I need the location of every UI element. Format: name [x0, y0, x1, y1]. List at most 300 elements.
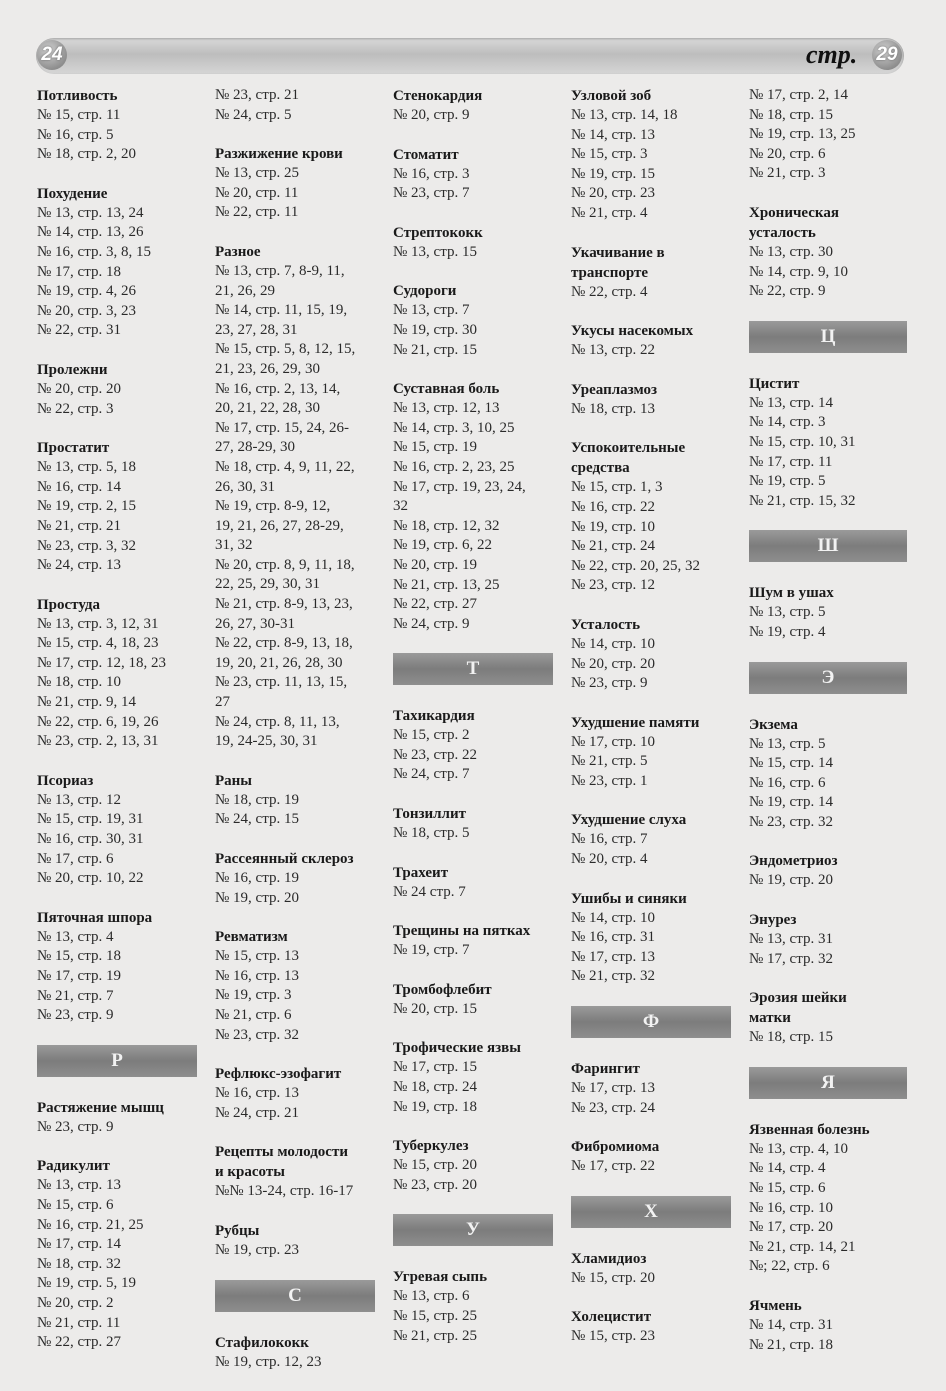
issue-page-reference: № 23, стр. 1 — [571, 772, 648, 789]
issue-page-reference: № 13, стр. 13 — [37, 1177, 121, 1194]
index-entry — [37, 360, 197, 419]
issue-page-reference: № 19, стр. 5 — [749, 473, 826, 490]
issue-page-reference: № 24, стр. 5 — [215, 106, 292, 123]
issue-page-reference: № 14, стр. 13 — [571, 126, 655, 143]
issue-page-reference: № 19, стр. 8-9, 12, — [215, 498, 331, 515]
index-entry — [749, 910, 907, 969]
entry-title: Потливость — [37, 88, 118, 104]
index-entry — [37, 908, 197, 1026]
index-entry — [215, 1064, 375, 1123]
issue-page-reference: № 13, стр. 13, 24 — [37, 204, 144, 221]
entry-title: Разное — [215, 243, 261, 260]
issue-page-reference: № 19, стр. 15 — [571, 165, 655, 182]
issue-page-reference: № 20, стр. 8, 9, 11, 18, — [215, 556, 355, 573]
index-entry — [571, 810, 731, 869]
entry-title: Похудение — [37, 185, 108, 202]
index-entry — [393, 379, 553, 634]
entry-title: Радикулит — [37, 1158, 110, 1175]
issue-page-reference: № 24, стр. 15 — [215, 811, 299, 828]
issue-page-reference: № 14, стр. 3 — [749, 414, 826, 431]
index-entry — [393, 1136, 553, 1195]
issue-page-reference: № 18, стр. 24 — [393, 1079, 477, 1096]
index-entry — [393, 223, 553, 263]
issue-page-reference: № 16, стр. 13 — [215, 1085, 299, 1102]
issue-page-reference: № 20, стр. 20 — [37, 380, 121, 397]
index-entry — [749, 851, 907, 891]
issue-page-reference: № 22, стр. 4 — [571, 283, 648, 300]
entry-title: Эндометриоз — [749, 853, 838, 870]
issue-page-reference: № 15, стр. 19, 31 — [37, 811, 144, 828]
issue-page-reference: № 16, стр. 30, 31 — [37, 831, 144, 848]
issue-page-reference: № 19, стр. 12, 23 — [215, 1353, 322, 1370]
index-entry — [393, 281, 553, 360]
issue-page-reference: № 20, стр. 23 — [571, 185, 655, 202]
issue-page-reference: № 17, стр. 13 — [571, 1080, 655, 1097]
index-entry — [215, 242, 375, 752]
issue-page-reference: № 15, стр. 4, 18, 23 — [37, 635, 159, 652]
index-entry — [393, 1267, 553, 1346]
index-entry — [571, 321, 731, 361]
issue-page-reference: № 15, стр. 13 — [215, 948, 299, 965]
issue-page-reference: № 23, стр. 21 — [215, 87, 299, 103]
letter-section-header: Ц — [749, 321, 907, 353]
page-label: стр. — [806, 40, 858, 69]
entry-title: Рассеянный склероз — [215, 851, 354, 867]
issue-page-reference: № 23, стр. 12 — [571, 577, 655, 594]
issue-page-reference: № 19, стр. 20 — [215, 889, 299, 906]
letter-section-header: Х — [571, 1196, 731, 1228]
issue-page-reference: № 16, стр. 3, 8, 15 — [37, 243, 151, 260]
entry-title: Туберкулез — [393, 1138, 469, 1155]
issue-page-reference: № 18, стр. 13 — [571, 400, 655, 417]
entry-title: матки — [749, 1010, 791, 1027]
entry-title: Хламидиоз — [571, 1250, 647, 1267]
issue-page-reference: № 21, стр. 15 — [393, 341, 477, 358]
issue-page-reference: № 16, стр. 5 — [37, 126, 114, 143]
entry-title: Угревая сыпь — [393, 1269, 487, 1286]
issue-page-reference: 21, 23, 26, 29, 30 — [215, 360, 320, 377]
issue-page-reference: № 18, стр. 12, 32 — [393, 517, 500, 534]
entry-title: Узловой зоб — [571, 88, 652, 104]
entry-title: Цистит — [749, 375, 800, 392]
issue-page-reference: № 14, стр. 3, 10, 25 — [393, 419, 515, 436]
index-entry — [37, 86, 197, 165]
entry-title: Укачивание в — [571, 244, 665, 261]
index-entry — [37, 438, 197, 576]
index-entry — [571, 86, 731, 224]
entry-title: Стоматит — [393, 146, 459, 163]
right-page-number: 29 — [872, 40, 902, 70]
issue-page-reference: № 16, стр. 21, 25 — [37, 1216, 144, 1233]
page-header-bar — [36, 38, 904, 74]
issue-page-reference: № 21, стр. 18 — [749, 1336, 833, 1353]
issue-page-reference: № 21, стр. 8-9, 13, 23, — [215, 596, 353, 613]
index-entry — [749, 86, 907, 184]
issue-page-reference: 21, 26, 29 — [215, 282, 275, 299]
issue-page-reference: № 23, стр. 11, 13, 15, — [215, 674, 348, 691]
index-entry — [571, 1059, 731, 1118]
issue-page-reference: № 24, стр. 8, 11, 13, — [215, 713, 340, 730]
issue-page-reference: № 13, стр. 14 — [749, 394, 833, 411]
entry-title: Рубцы — [215, 1222, 260, 1239]
index-column-3 — [393, 86, 553, 1365]
entry-title: Энурез — [749, 912, 797, 929]
issue-page-reference: № 24, стр. 7 — [393, 766, 470, 783]
issue-page-reference: № 21, стр. 9, 14 — [37, 694, 136, 711]
index-entry — [393, 863, 553, 903]
issue-page-reference: № 20, стр. 9 — [393, 107, 470, 123]
index-entry — [749, 374, 907, 512]
issue-page-reference: № 23, стр. 24 — [571, 1099, 655, 1116]
index-entry — [37, 1156, 197, 1352]
entry-title: Ячмень — [749, 1298, 802, 1314]
issue-page-reference: № 14, стр. 9, 10 — [749, 263, 848, 280]
issue-page-reference: № 20, стр. 19 — [393, 556, 477, 573]
issue-page-reference: № 15, стр. 5, 8, 12, 15, — [215, 341, 356, 358]
issue-page-reference: № 17, стр. 19, 23, 24, — [393, 478, 526, 495]
issue-page-reference: № 20, стр. 20 — [571, 655, 655, 672]
entry-title: Эрозия шейки — [749, 990, 847, 1007]
issue-page-reference: № 22, стр. 9 — [749, 283, 826, 300]
index-entry — [571, 243, 731, 303]
issue-page-reference: № 23, стр. 22 — [393, 746, 477, 763]
issue-page-reference: № 20, стр. 11 — [215, 184, 299, 201]
entry-title: Раны — [215, 772, 253, 789]
index-entry — [749, 1296, 907, 1355]
issue-page-reference: № 22, стр. 3 — [37, 400, 114, 417]
entry-title: Рецепты молодости — [215, 1144, 348, 1161]
issue-page-reference: № 18, стр. 4, 9, 11, 22, — [215, 458, 355, 475]
issue-page-reference: 19, 20, 21, 26, 28, 30 — [215, 654, 343, 671]
issue-page-reference: № 19, стр. 18 — [393, 1098, 477, 1115]
issue-page-reference: № 17, стр. 22 — [571, 1158, 655, 1175]
issue-page-reference: № 14, стр. 10 — [571, 909, 655, 926]
issue-page-reference: № 20, стр. 2 — [37, 1294, 114, 1311]
issue-page-reference: № 18, стр. 15 — [749, 1029, 833, 1046]
index-entry — [571, 1137, 731, 1177]
issue-page-reference: № 22, стр. 6, 19, 26 — [37, 713, 159, 730]
issue-page-reference: № 16, стр. 10 — [749, 1199, 833, 1216]
entry-title: Усталость — [571, 616, 641, 633]
index-entry — [393, 86, 553, 126]
issue-page-reference: № 21, стр. 5 — [571, 753, 648, 770]
entry-title: Суставная боль — [393, 381, 500, 398]
issue-page-reference: № 18, стр. 19 — [215, 791, 299, 808]
entry-title: Пролежни — [37, 361, 108, 378]
entry-title: Фарингит — [571, 1061, 640, 1078]
issue-page-reference: № 17, стр. 13 — [571, 948, 655, 965]
issue-page-reference: № 23, стр. 2, 13, 31 — [37, 733, 159, 750]
entry-title: Трофические язвы — [393, 1040, 521, 1057]
index-column-2 — [215, 86, 375, 1391]
issue-page-reference: № 16, стр. 2, 23, 25 — [393, 458, 515, 475]
issue-page-reference: 31, 32 — [215, 537, 253, 554]
issue-page-reference: № 23, стр. 20 — [393, 1176, 477, 1193]
issue-page-reference: № 19, стр. 13, 25 — [749, 126, 856, 143]
issue-page-reference: 19, 24-25, 30, 31 — [215, 733, 318, 750]
issue-page-reference: № 19, стр. 4 — [749, 623, 826, 640]
issue-page-reference: №; 22, стр. 6 — [749, 1258, 830, 1275]
issue-page-reference: № 15, стр. 2 — [393, 727, 470, 744]
issue-page-reference: № 20, стр. 6 — [749, 145, 826, 162]
issue-page-reference: № 17, стр. 15, 24, 26- — [215, 419, 349, 436]
index-entry — [749, 583, 907, 642]
entry-title: Стрептококк — [393, 224, 483, 241]
issue-page-reference: № 19, стр. 2, 15 — [37, 498, 136, 515]
entry-title: Простуда — [37, 596, 100, 613]
issue-page-reference: № 21, стр. 15, 32 — [749, 492, 856, 509]
issue-page-reference: № 13, стр. 31 — [749, 931, 833, 948]
index-column-5 — [749, 86, 907, 1374]
issue-page-reference: 19, 21, 26, 27, 28-29, — [215, 517, 344, 534]
entry-title: Шум в ушах — [749, 585, 834, 602]
index-entry — [393, 921, 553, 961]
entry-title: Ревматизм — [215, 929, 288, 946]
issue-page-reference: № 23, стр. 32 — [215, 1026, 299, 1043]
issue-page-reference: 32 — [393, 498, 408, 515]
entry-title: усталость — [749, 224, 816, 241]
entry-title: и красоты — [215, 1164, 285, 1181]
issue-page-reference: № 22, стр. 31 — [37, 322, 121, 339]
entry-title: Холецистит — [571, 1309, 652, 1326]
index-entry — [215, 927, 375, 1045]
issue-page-reference: № 24, стр. 13 — [37, 557, 121, 574]
issue-page-reference: № 15, стр. 20 — [571, 1269, 655, 1286]
letter-section-header: Т — [393, 653, 553, 685]
index-entry — [393, 804, 553, 844]
issue-page-reference: № 15, стр. 18 — [37, 948, 121, 965]
issue-page-reference: № 14, стр. 10 — [571, 635, 655, 652]
issue-page-reference: № 19, стр. 10 — [571, 518, 655, 535]
issue-page-reference: № 17, стр. 18 — [37, 263, 121, 280]
issue-page-reference: № 13, стр. 7, 8-9, 11, — [215, 262, 345, 279]
letter-section-header: Ш — [749, 530, 907, 562]
issue-page-reference: № 13, стр. 3, 12, 31 — [37, 615, 159, 632]
issue-page-reference: № 17, стр. 12, 18, 23 — [37, 654, 166, 671]
issue-page-reference: № 17, стр. 19 — [37, 968, 121, 984]
letter-section-header: Ф — [571, 1006, 731, 1038]
index-entry — [215, 1333, 375, 1373]
issue-page-reference: № 23, стр. 32 — [749, 813, 833, 830]
issue-page-reference: № 21, стр. 11 — [37, 1314, 121, 1331]
entry-title: транспорте — [571, 264, 649, 281]
entry-title: Язвенная болезнь — [749, 1121, 870, 1138]
issue-page-reference: № 22, стр. 20, 25, 32 — [571, 557, 700, 574]
issue-page-reference: № 15, стр. 11 — [37, 107, 121, 123]
entry-title: Хроническая — [749, 204, 839, 221]
issue-page-reference: № 24 стр. 7 — [393, 883, 466, 900]
issue-page-reference: № 13, стр. 15 — [393, 243, 477, 260]
entry-title: Ухудшение памяти — [571, 714, 700, 731]
issue-page-reference: № 19, стр. 7 — [393, 942, 470, 959]
issue-page-reference: № 13, стр. 7 — [393, 302, 470, 319]
issue-page-reference: № 18, стр. 32 — [37, 1255, 121, 1272]
index-entry — [571, 615, 731, 694]
issue-page-reference: № 22, стр. 27 — [37, 1334, 121, 1351]
issue-page-reference: № 14, стр. 4 — [749, 1160, 826, 1177]
index-entry — [215, 1142, 375, 1202]
issue-page-reference: № 23, стр. 7 — [393, 185, 470, 202]
entry-title: Тонзиллит — [393, 806, 466, 823]
index-entry — [215, 144, 375, 223]
letter-section-header: Р — [37, 1045, 197, 1077]
issue-page-reference: № 21, стр. 7 — [37, 987, 114, 1004]
issue-page-reference: № 17, стр. 11 — [749, 453, 833, 470]
issue-page-reference: № 17, стр. 2, 14 — [749, 87, 848, 103]
index-entry — [37, 595, 197, 752]
issue-page-reference: № 19, стр. 3 — [215, 987, 292, 1004]
index-entry — [749, 203, 907, 302]
issue-page-reference: № 17, стр. 6 — [37, 850, 114, 867]
issue-page-reference: № 23, стр. 9 — [571, 675, 648, 692]
issue-page-reference: № 23, стр. 9 — [37, 1007, 114, 1024]
entry-title: Стенокардия — [393, 88, 483, 104]
entry-title: Тромбофлебит — [393, 981, 492, 998]
issue-page-reference: № 17, стр. 15 — [393, 1059, 477, 1076]
issue-page-reference: № 20, стр. 10, 22 — [37, 870, 144, 887]
issue-page-reference: № 13, стр. 5, 18 — [37, 459, 136, 476]
issue-page-reference: № 23, стр. 9 — [37, 1118, 114, 1135]
issue-page-reference: № 15, стр. 3 — [571, 146, 648, 163]
issue-page-reference: № 15, стр. 20 — [393, 1157, 477, 1174]
issue-page-reference: № 15, стр. 10, 31 — [749, 433, 856, 450]
issue-page-reference: 23, 27, 28, 31 — [215, 321, 298, 338]
entry-title: Ухудшение слуха — [571, 812, 687, 829]
letter-section-header: С — [215, 1280, 375, 1312]
issue-page-reference: 26, 30, 31 — [215, 478, 275, 495]
issue-page-reference: № 21, стр. 3 — [749, 165, 826, 182]
issue-page-reference: № 21, стр. 24 — [571, 538, 655, 555]
issue-page-reference: № 19, стр. 23 — [215, 1241, 299, 1258]
issue-page-reference: № 21, стр. 4 — [571, 204, 648, 221]
index-entry — [571, 713, 731, 792]
issue-page-reference: № 16, стр. 14 — [37, 478, 121, 495]
issue-page-reference: № 21, стр. 21 — [37, 517, 121, 534]
issue-page-reference: № 16, стр. 2, 13, 14, — [215, 380, 341, 397]
index-entry — [571, 889, 731, 987]
issue-page-reference: № 15, стр. 6 — [749, 1180, 826, 1197]
issue-page-reference: № 18, стр. 15 — [749, 106, 833, 123]
issue-page-reference: № 19, стр. 6, 22 — [393, 537, 492, 554]
issue-page-reference: № 22, стр. 11 — [215, 204, 299, 221]
issue-page-reference: № 19, стр. 20 — [749, 872, 833, 889]
entry-title: Пяточная шпора — [37, 909, 153, 926]
index-entry — [571, 380, 731, 420]
issue-page-reference: № 16, стр. 19 — [215, 870, 299, 886]
entry-title: Псориаз — [37, 772, 94, 789]
entry-title: Рефлюкс-эзофагит — [215, 1066, 342, 1083]
index-entry — [571, 1249, 731, 1289]
issue-page-reference: № 13, стр. 22 — [571, 342, 655, 359]
issue-page-reference: № 19, стр. 14 — [749, 794, 833, 811]
issue-page-reference: №№ 13-24, стр. 16-17 — [215, 1183, 354, 1200]
issue-page-reference: № 24, стр. 9 — [393, 615, 470, 632]
entry-title: Стафилококк — [215, 1334, 309, 1351]
issue-page-reference: № 17, стр. 20 — [749, 1219, 833, 1236]
entry-title: Растяжение мышц — [37, 1099, 164, 1116]
issue-page-reference: № 15, стр. 23 — [571, 1328, 655, 1345]
issue-page-reference: 27 — [215, 694, 230, 711]
issue-page-reference: № 18, стр. 10 — [37, 674, 121, 691]
index-entry — [749, 1120, 907, 1277]
letter-section-header: У — [393, 1214, 553, 1246]
issue-page-reference: № 13, стр. 30 — [749, 243, 833, 260]
index-entry — [215, 1221, 375, 1261]
issue-page-reference: № 13, стр. 25 — [215, 165, 299, 182]
letter-section-header: Я — [749, 1067, 907, 1099]
issue-page-reference: № 15, стр. 19 — [393, 439, 477, 456]
issue-page-reference: № 21, стр. 32 — [571, 968, 655, 985]
issue-page-reference: № 14, стр. 13, 26 — [37, 224, 144, 241]
index-entry — [215, 86, 375, 125]
entry-title: средства — [571, 460, 630, 477]
index-entry — [571, 1307, 731, 1347]
issue-page-reference: № 19, стр. 5, 19 — [37, 1275, 136, 1292]
issue-page-reference: № 17, стр. 14 — [37, 1236, 121, 1253]
issue-page-reference: № 21, стр. 6 — [215, 1006, 292, 1023]
entry-title: Простатит — [37, 440, 110, 457]
issue-page-reference: № 16, стр. 31 — [571, 929, 655, 946]
issue-page-reference: № 16, стр. 3 — [393, 165, 470, 182]
issue-page-reference: № 14, стр. 31 — [749, 1317, 833, 1333]
index-entry — [393, 1038, 553, 1117]
issue-page-reference: № 18, стр. 2, 20 — [37, 146, 136, 163]
issue-page-reference: № 13, стр. 4, 10 — [749, 1140, 848, 1157]
index-entry — [393, 145, 553, 204]
issue-page-reference: № 21, стр. 25 — [393, 1327, 477, 1344]
index-entry — [37, 184, 197, 341]
issue-page-reference: № 20, стр. 3, 23 — [37, 302, 136, 319]
index-entry — [393, 980, 553, 1020]
index-entry — [37, 1098, 197, 1138]
issue-page-reference: № 18, стр. 5 — [393, 825, 470, 842]
issue-page-reference: 20, 21, 22, 28, 30 — [215, 400, 320, 417]
entry-title: Трахеит — [393, 864, 449, 881]
issue-page-reference: № 13, стр. 14, 18 — [571, 107, 678, 123]
issue-page-reference: № 17, стр. 32 — [749, 950, 833, 967]
issue-page-reference: № 21, стр. 14, 21 — [749, 1238, 856, 1255]
index-column-1 — [37, 86, 197, 1372]
index-entry — [571, 438, 731, 596]
index-entry — [749, 715, 907, 833]
issue-page-reference: № 19, стр. 4, 26 — [37, 283, 136, 300]
issue-page-reference: № 15, стр. 1, 3 — [571, 479, 663, 496]
issue-page-reference: № 15, стр. 6 — [37, 1196, 114, 1213]
issue-page-reference: № 16, стр. 22 — [571, 498, 655, 515]
issue-page-reference: № 14, стр. 11, 15, 19, — [215, 302, 348, 319]
issue-page-reference: № 20, стр. 4 — [571, 851, 648, 868]
issue-page-reference: № 20, стр. 15 — [393, 1000, 477, 1017]
entry-title: Тахикардия — [393, 708, 475, 725]
issue-page-reference: № 21, стр. 13, 25 — [393, 576, 500, 593]
issue-page-reference: № 17, стр. 10 — [571, 733, 655, 750]
issue-page-reference: № 15, стр. 14 — [749, 755, 833, 772]
left-page-number: 24 — [37, 40, 67, 70]
entry-title: Разжижение крови — [215, 146, 343, 163]
index-entry — [215, 771, 375, 830]
index-column-4 — [571, 86, 731, 1366]
issue-page-reference: № 19, стр. 30 — [393, 321, 477, 338]
issue-page-reference: № 16, стр. 13 — [215, 967, 299, 984]
entry-title: Фибромиома — [571, 1139, 660, 1156]
issue-page-reference: № 22, стр. 27 — [393, 596, 477, 613]
issue-page-reference: № 13, стр. 12 — [37, 791, 121, 808]
entry-title: Уреаплазмоз — [571, 381, 658, 398]
issue-page-reference: № 13, стр. 4 — [37, 928, 114, 945]
entry-title: Экзема — [749, 716, 798, 733]
entry-title: Трещины на пятках — [393, 923, 531, 940]
entry-title: Укусы насекомых — [571, 323, 694, 340]
